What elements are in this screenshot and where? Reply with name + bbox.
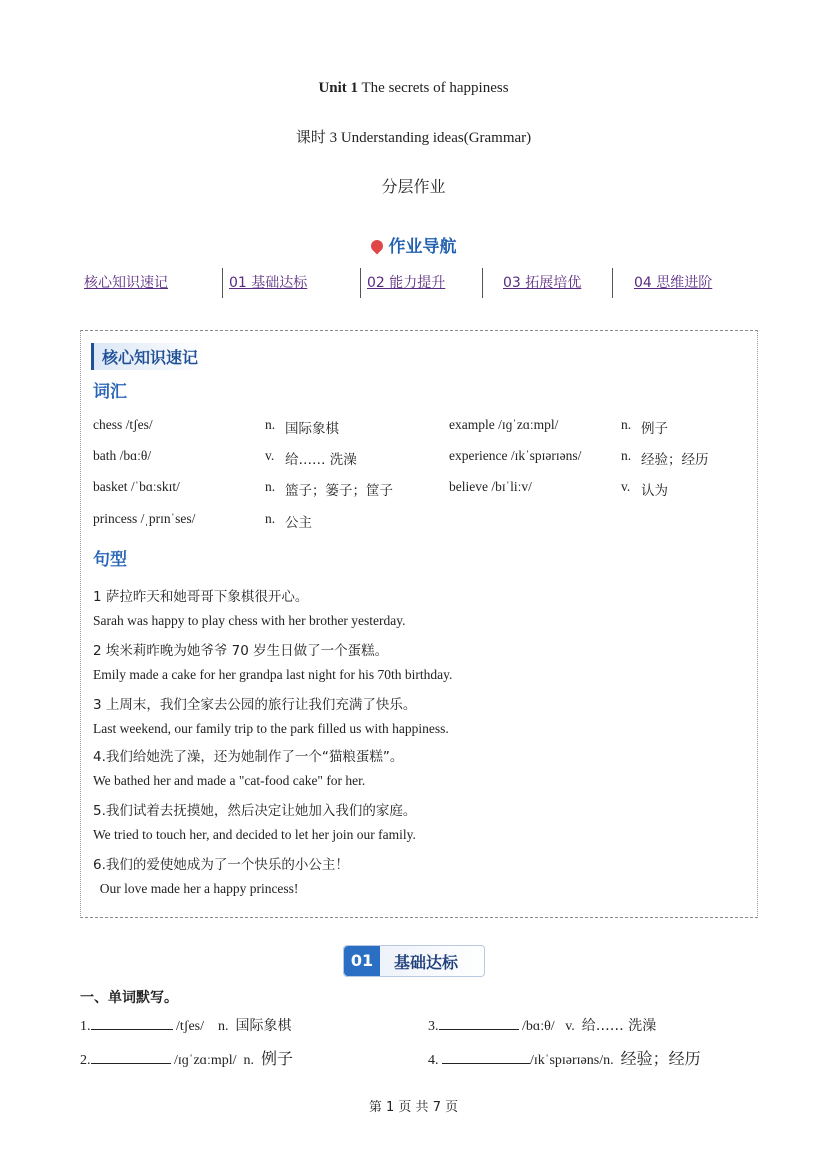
vocab-meaning: 公主: [285, 515, 312, 531]
nav-link-core[interactable]: 核心知识速记: [84, 275, 168, 291]
sentence-en: Emily made a cake for her grandpa last night for his 70th birthday.: [93, 667, 453, 682]
sentence-en: Last weekend, our family trip to the park filled us with happiness.: [93, 721, 449, 736]
nav-link-01[interactable]: 01 基础达标: [229, 275, 308, 291]
vocab-meaning: 认为: [641, 483, 668, 499]
nav-bar: [84, 268, 754, 300]
sentence-cn: 2 埃米莉昨晚为她爷爷 70 岁生日做了一个蛋糕。: [93, 643, 389, 659]
vocab-word: example /ɪɡˈzɑːmpl/: [449, 417, 559, 432]
answer-blank[interactable]: [439, 1015, 519, 1030]
unit-title: Unit 1 The secrets of happiness: [318, 80, 509, 96]
vocab-pos: n.: [265, 511, 276, 526]
vocab-meaning: 篮子；篓子；筐子: [285, 483, 393, 499]
answer-blank[interactable]: [91, 1049, 171, 1064]
vocab-pos: n.: [621, 448, 632, 463]
sentence-cn: 3 上周末，我们全家去公园的旅行让我们充满了快乐。: [93, 697, 417, 713]
vocab-word: experience /ɪkˈspɪərɪəns/: [449, 448, 582, 463]
page-subtitle: 分层作业: [381, 177, 446, 196]
sentence-cn: 5.我们试着去抚摸她，然后决定让她加入我们的家庭。: [93, 803, 417, 819]
vocab-meaning: 国际象棋: [285, 421, 339, 437]
part-title: 一、单词默写。: [80, 990, 178, 1006]
vocab-pos: v.: [621, 479, 631, 494]
vocab-word: believe /bɪˈliːv/: [449, 479, 532, 494]
section-01-badge: 01 基础达标: [343, 945, 485, 977]
nav-link-03[interactable]: 03 拓展培优: [503, 275, 582, 291]
answer-blank[interactable]: [442, 1049, 530, 1064]
vocab-word: basket /ˈbɑːskɪt/: [93, 479, 180, 494]
vocab-word: chess /tʃes/: [93, 417, 153, 432]
sentence-cn: 1 萨拉昨天和她哥哥下象棋很开心。: [93, 589, 309, 605]
vocab-pos: n.: [265, 479, 276, 494]
sentence-en: We bathed her and made a "cat-food cake" for her.: [93, 773, 366, 788]
dictation-item: 3. /bɑːθ/ v. 给…… 洗澡: [428, 1015, 656, 1035]
nav-heading: 作业导航: [0, 232, 827, 257]
sentence-en: We tried to touch her, and decided to let her join our family.: [93, 827, 416, 842]
sentence-cn: 6.我们的爱使她成为了一个快乐的小公主！: [93, 857, 349, 873]
nav-divider: [222, 268, 223, 298]
nav-divider: [482, 268, 483, 298]
nav-link-04[interactable]: 04 思维进阶: [634, 275, 713, 291]
core-banner: 核心知识速记: [91, 343, 206, 370]
vocab-heading: 词汇: [93, 382, 127, 402]
vocab-pos: n.: [265, 417, 276, 432]
answer-blank[interactable]: [91, 1015, 173, 1030]
sentence-en: Sarah was happy to play chess with her brother yesterday.: [93, 613, 406, 628]
page-footer: 第 1 页 共 7 页: [368, 1100, 459, 1115]
vocab-meaning: 经验；经历: [641, 452, 709, 468]
vocab-pos: v.: [265, 448, 275, 463]
lesson-title: 课时 3 Understanding ideas(Grammar): [295, 130, 532, 146]
core-knowledge-box: [80, 330, 758, 918]
vocab-meaning: 例子: [641, 421, 668, 437]
dictation-item: 4. /ɪkˈspɪərɪəns/n. 经验；经历: [428, 1049, 701, 1068]
dictation-item: 1. /tʃes/ n. 国际象棋: [80, 1015, 292, 1035]
dictation-item: 2. /ɪɡˈzɑːmpl/ n. 例子: [80, 1049, 294, 1068]
sentence-cn: 4.我们给她洗了澡，还为她制作了一个“猫粮蛋糕”。: [93, 749, 404, 765]
vocab-pos: n.: [621, 417, 632, 432]
nav-link-02[interactable]: 02 能力提升: [367, 275, 446, 291]
vocab-meaning: 给…… 洗澡: [285, 452, 357, 468]
vocab-word: princess /ˌprɪnˈses/: [93, 511, 196, 526]
nav-divider: [360, 268, 361, 298]
vocab-word: bath /bɑːθ/: [93, 448, 152, 463]
location-pin-icon: [368, 238, 385, 255]
sentence-heading: 句型: [93, 550, 127, 570]
sentence-en: Our love made her a happy princess!: [93, 881, 299, 896]
nav-divider: [612, 268, 613, 298]
